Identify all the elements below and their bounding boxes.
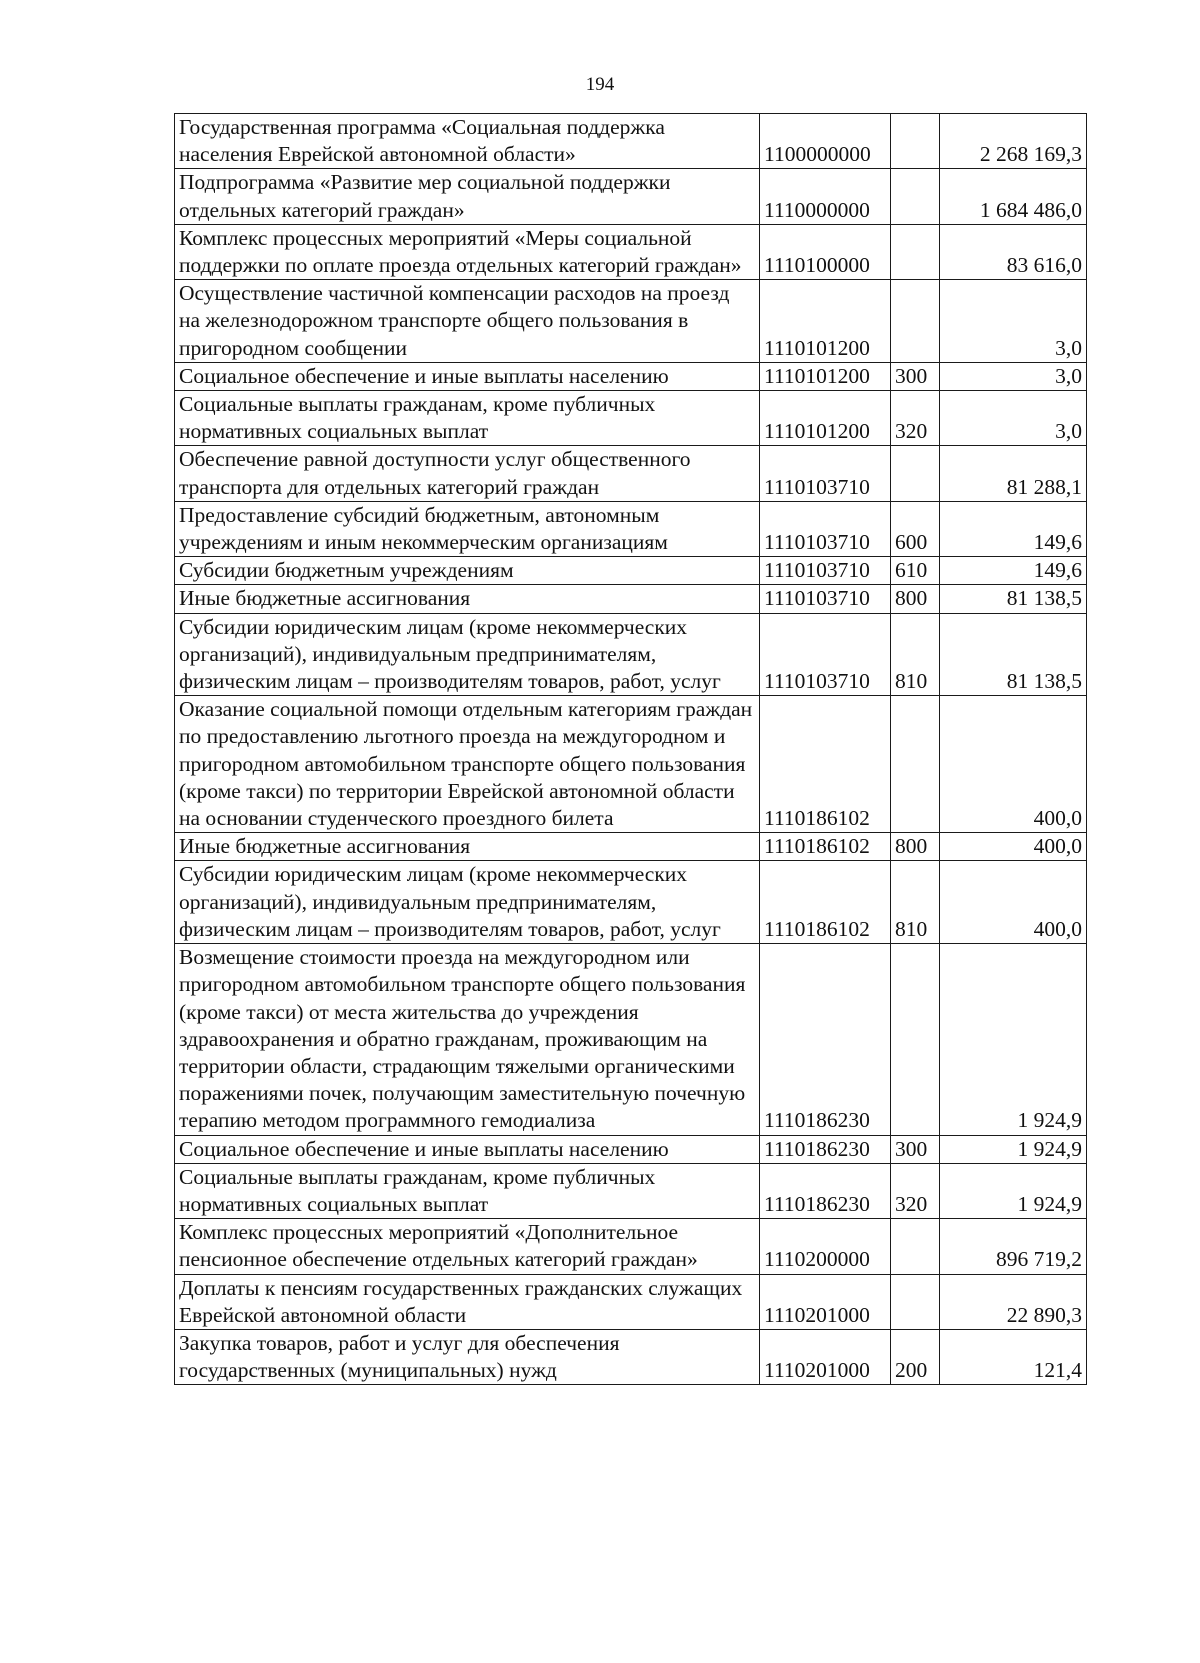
row-code: 1110000000 <box>760 169 891 224</box>
row-sum: 2 268 169,3 <box>940 114 1087 169</box>
row-code: 1110103710 <box>760 557 891 585</box>
row-name: Социальное обеспечение и иные выплаты населению <box>175 362 760 390</box>
row-code: 1110186102 <box>760 696 891 833</box>
row-expense-type <box>891 1219 940 1274</box>
row-name: Социальное обеспечение и иные выплаты населению <box>175 1135 760 1163</box>
row-sum: 81 288,1 <box>940 446 1087 501</box>
table-row <box>175 944 1087 1135</box>
row-name: Субсидии юридическим лицам (кроме некоммерческих организаций), индивидуальным предпринимателям, физическим лицам – производителям товаров, работ, услуг <box>175 613 760 696</box>
row-code: 1110103710 <box>760 446 891 501</box>
row-expense-type: 610 <box>891 557 940 585</box>
table-row <box>175 613 1087 696</box>
row-sum: 81 138,5 <box>940 585 1087 613</box>
row-code: 1110200000 <box>760 1219 891 1274</box>
row-code: 1110186102 <box>760 861 891 944</box>
row-sum: 83 616,0 <box>940 224 1087 279</box>
row-code: 1110186102 <box>760 833 891 861</box>
row-sum: 896 719,2 <box>940 1219 1087 1274</box>
row-code: 1110103710 <box>760 585 891 613</box>
row-code: 1110186230 <box>760 1135 891 1163</box>
table-row <box>175 446 1087 501</box>
table-row <box>175 1135 1087 1163</box>
row-expense-type <box>891 944 940 1135</box>
row-name: Возмещение стоимости проезда на междугородном или пригородном автомобильном транспорте общего пользования (кроме такси) от места жительства до учреждения здравоохранения и обратно гражданам, проживающим на территории области, страдающим тяжелыми органическими поражениями почек, получающим заместительную почечную терапию методом программного гемодиализа <box>175 944 760 1135</box>
row-name: Социальные выплаты гражданам, кроме публичных нормативных социальных выплат <box>175 1163 760 1218</box>
row-sum: 1 924,9 <box>940 944 1087 1135</box>
row-expense-type <box>891 1274 940 1329</box>
row-sum: 3,0 <box>940 391 1087 446</box>
row-name: Закупка товаров, работ и услуг для обеспечения государственных (муниципальных) нужд <box>175 1329 760 1384</box>
table-row <box>175 169 1087 224</box>
row-sum: 121,4 <box>940 1329 1087 1384</box>
row-sum: 1 924,9 <box>940 1135 1087 1163</box>
table-row <box>175 224 1087 279</box>
row-name: Государственная программа «Социальная поддержка населения Еврейской автономной области» <box>175 114 760 169</box>
row-name: Комплекс процессных мероприятий «Дополнительное пенсионное обеспечение отдельных категорий граждан» <box>175 1219 760 1274</box>
row-name: Доплаты к пенсиям государственных гражданских служащих Еврейской автономной области <box>175 1274 760 1329</box>
table-row <box>175 696 1087 833</box>
row-name: Осуществление частичной компенсации расходов на проезд на железнодорожном транспорте общего пользования в пригородном сообщении <box>175 280 760 363</box>
table-row <box>175 1219 1087 1274</box>
row-sum: 149,6 <box>940 501 1087 556</box>
budget-table <box>174 113 1087 1385</box>
row-code: 1110186230 <box>760 1163 891 1218</box>
row-code: 1110103710 <box>760 501 891 556</box>
table-row <box>175 114 1087 169</box>
row-expense-type: 300 <box>891 1135 940 1163</box>
row-name: Субсидии юридическим лицам (кроме некоммерческих организаций), индивидуальным предпринимателям, физическим лицам – производителям товаров, работ, услуг <box>175 861 760 944</box>
row-sum: 81 138,5 <box>940 613 1087 696</box>
row-code: 1100000000 <box>760 114 891 169</box>
row-name: Комплекс процессных мероприятий «Меры социальной поддержки по оплате проезда отдельных категорий граждан» <box>175 224 760 279</box>
row-sum: 400,0 <box>940 696 1087 833</box>
row-code: 1110103710 <box>760 613 891 696</box>
row-expense-type <box>891 114 940 169</box>
row-code: 1110186230 <box>760 944 891 1135</box>
row-expense-type: 800 <box>891 833 940 861</box>
table-row <box>175 1329 1087 1384</box>
table-row <box>175 280 1087 363</box>
row-code: 1110100000 <box>760 224 891 279</box>
row-sum: 3,0 <box>940 362 1087 390</box>
row-expense-type: 810 <box>891 861 940 944</box>
row-code: 1110101200 <box>760 362 891 390</box>
table-row <box>175 1163 1087 1218</box>
table-row <box>175 1274 1087 1329</box>
row-expense-type: 600 <box>891 501 940 556</box>
row-expense-type: 300 <box>891 362 940 390</box>
row-name: Обеспечение равной доступности услуг общественного транспорта для отдельных категорий граждан <box>175 446 760 501</box>
row-name: Социальные выплаты гражданам, кроме публичных нормативных социальных выплат <box>175 391 760 446</box>
row-expense-type <box>891 696 940 833</box>
row-name: Иные бюджетные ассигнования <box>175 833 760 861</box>
row-expense-type: 800 <box>891 585 940 613</box>
row-sum: 22 890,3 <box>940 1274 1087 1329</box>
row-expense-type: 810 <box>891 613 940 696</box>
row-code: 1110201000 <box>760 1274 891 1329</box>
row-sum: 1 684 486,0 <box>940 169 1087 224</box>
row-expense-type <box>891 224 940 279</box>
row-expense-type <box>891 280 940 363</box>
table-row <box>175 501 1087 556</box>
row-name: Иные бюджетные ассигнования <box>175 585 760 613</box>
row-sum: 1 924,9 <box>940 1163 1087 1218</box>
row-expense-type: 320 <box>891 391 940 446</box>
table-row <box>175 557 1087 585</box>
row-sum: 400,0 <box>940 833 1087 861</box>
row-expense-type: 200 <box>891 1329 940 1384</box>
table-row <box>175 585 1087 613</box>
page-number: 194 <box>585 74 615 95</box>
table-row <box>175 391 1087 446</box>
row-name: Подпрограмма «Развитие мер социальной поддержки отдельных категорий граждан» <box>175 169 760 224</box>
row-name: Предоставление субсидий бюджетным, автономным учреждениям и иным некоммерческим организациям <box>175 501 760 556</box>
row-code: 1110101200 <box>760 280 891 363</box>
table-row <box>175 833 1087 861</box>
row-sum: 3,0 <box>940 280 1087 363</box>
row-code: 1110101200 <box>760 391 891 446</box>
row-sum: 149,6 <box>940 557 1087 585</box>
table-row <box>175 362 1087 390</box>
row-expense-type <box>891 169 940 224</box>
row-expense-type: 320 <box>891 1163 940 1218</box>
row-code: 1110201000 <box>760 1329 891 1384</box>
table-row <box>175 861 1087 944</box>
row-name: Субсидии бюджетным учреждениям <box>175 557 760 585</box>
row-name: Оказание социальной помощи отдельным категориям граждан по предоставлению льготного проезда на междугородном и пригородном автомобильном транспорте общего пользования (кроме такси) по территории Еврейской автономной области на основании студенческого проездного билета <box>175 696 760 833</box>
row-expense-type <box>891 446 940 501</box>
row-sum: 400,0 <box>940 861 1087 944</box>
